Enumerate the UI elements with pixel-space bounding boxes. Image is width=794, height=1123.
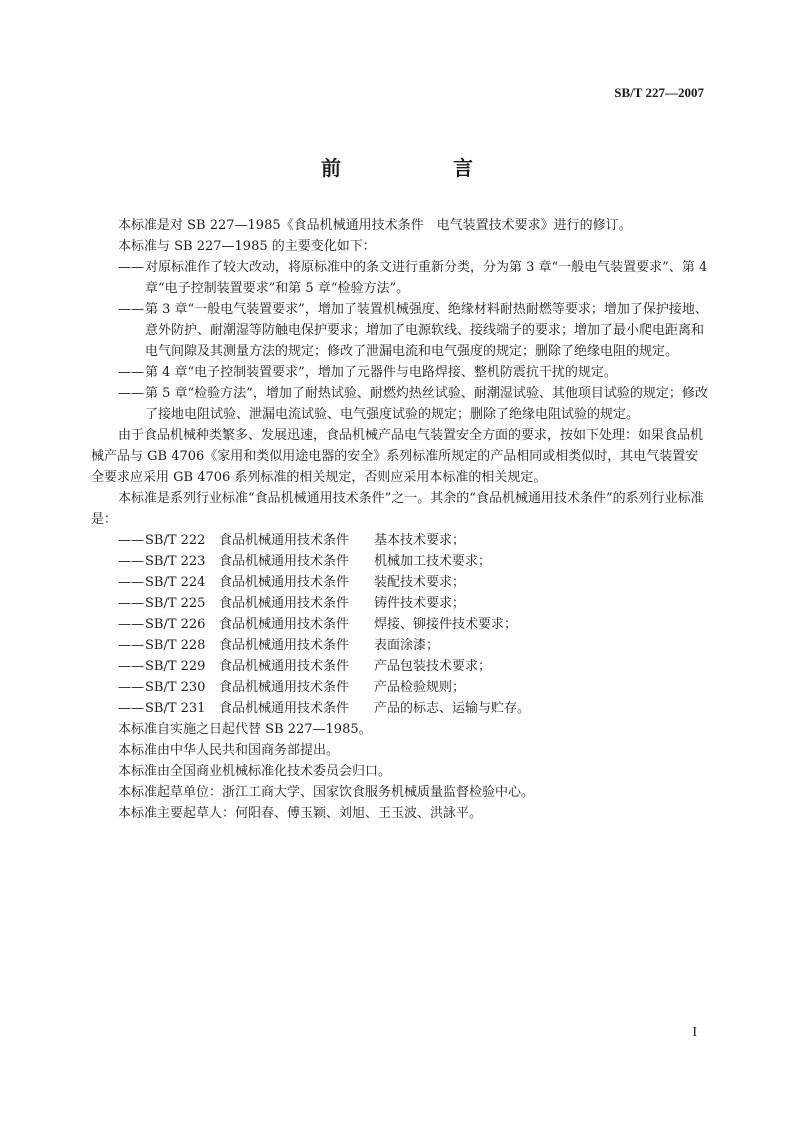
standard-part: 铸件技术要求； (374, 596, 466, 611)
standard-title: 食品机械通用技术条件 (219, 659, 350, 674)
standard-list-item (118, 635, 710, 656)
standard-list-item (118, 656, 710, 677)
standard-code: SB/T 226 (145, 617, 206, 632)
standard-title: 食品机械通用技术条件 (219, 680, 350, 695)
change-item (118, 383, 710, 425)
change-item (118, 299, 710, 362)
standard-part: 产品包装技术要求； (374, 659, 492, 674)
dash-symbol: —— (118, 386, 144, 401)
dash-symbol: —— (118, 659, 144, 674)
standard-code: SB/T 228 (145, 638, 206, 653)
standard-code: SB/T 223 (145, 554, 206, 569)
standard-code: SB/T 225 (145, 596, 206, 611)
change-text: 对原标准作了较大改动，将原标准中的条文进行重新分类，分为第 3 章“一般电气装置要求”、第 4 章“电子控制装置要求”和第 5 章“检验方法”。 (145, 260, 708, 296)
standard-code: SB/T 229 (145, 659, 206, 674)
standard-code-header: SB/T 227—2007 (614, 85, 704, 100)
dash-symbol: —— (118, 701, 144, 716)
standard-code: SB/T 231 (145, 701, 206, 716)
dash-symbol: —— (118, 680, 144, 695)
standard-code: SB/T 224 (145, 575, 206, 590)
dash-symbol: —— (118, 533, 144, 548)
paragraph-centralized-by: 本标准由全国商业机械标准化技术委员会归口。 (118, 764, 392, 779)
change-item (118, 257, 710, 299)
paragraph-changes-intro: 本标准与 SB 227—1985 的主要变化如下： (118, 239, 376, 254)
standard-list-item (118, 677, 710, 698)
standard-title: 食品机械通用技术条件 (219, 533, 350, 548)
standard-code: SB/T 222 (145, 533, 206, 548)
dash-symbol: —— (118, 260, 144, 275)
change-text: 第 4 章“电子控制装置要求”，增加了元器件与电路焊接、整机防震抗干扰的规定。 (145, 365, 617, 380)
standard-part: 装配技术要求； (374, 575, 466, 590)
change-text: 第 3 章“一般电气装置要求”，增加了装置机械强度、绝缘材料耐热耐燃等要求；增加了保护接地、意外防护、耐潮湿等防触电保护要求；增加了电源软线、接线端子的要求；增加了最小爬电距离和电气间隙及其测量方法的规定；修改了泄漏电流和电气强度的规定；删除了绝缘电阻的规定。 (145, 302, 708, 359)
standard-list-item (118, 593, 710, 614)
page-title: 前 言 (321, 156, 519, 180)
standard-title: 食品机械通用技术条件 (219, 638, 350, 653)
standard-part: 焊接、铆接件技术要求； (374, 617, 518, 632)
standard-list-item (118, 698, 710, 719)
dash-symbol: —— (118, 638, 144, 653)
standard-part: 产品检验规则； (374, 680, 466, 695)
paragraph-proposed-by: 本标准由中华人民共和国商务部提出。 (118, 743, 340, 758)
change-item (118, 362, 710, 383)
paragraph-gb4706-handling: 由于食品机械种类繁多、发展迅速，食品机械产品电气装置安全方面的要求，按如下处理：如果食品机械产品与 GB 4706《家用和类似用途电器的安全》系列标准所规定的产品相同或相类似时，其电气装置安全要求应采用 GB 4706 系列标准的相关规定，否则应采用本标准的相关规定。 (91, 428, 704, 485)
paragraph-series-intro: 本标准是系列行业标准“食品机械通用技术条件”之一。其余的“食品机械通用技术条件”的系列行业标准是： (91, 491, 704, 527)
paragraph-drafters: 本标准主要起草人：何阳春、傅玉颖、刘旭、王玉波、洪詠平。 (118, 806, 483, 821)
standard-part: 表面涂漆； (374, 638, 440, 653)
page-number: I (692, 1025, 697, 1040)
dash-symbol: —— (118, 617, 144, 632)
paragraph-replaces: 本标准自实施之日起代替 SB 227—1985。 (118, 722, 372, 737)
standard-title: 食品机械通用技术条件 (219, 554, 350, 569)
standard-part: 机械加工技术要求； (374, 554, 492, 569)
foreword-body (91, 215, 710, 824)
dash-symbol: —— (118, 365, 144, 380)
standard-part: 基本技术要求； (374, 533, 466, 548)
standard-list-item (118, 551, 710, 572)
standard-list-item (118, 572, 710, 593)
standard-title: 食品机械通用技术条件 (219, 701, 350, 716)
standard-part: 产品的标志、运输与贮存。 (374, 701, 531, 716)
standard-code: SB/T 230 (145, 680, 206, 695)
standard-list-item (118, 530, 710, 551)
paragraph-revision: 本标准是对 SB 227—1985《食品机械通用技术条件 电气装置技术要求》进行的修订。 (118, 218, 632, 233)
paragraph-drafting-units: 本标准起草单位：浙江工商大学、国家饮食服务机械质量监督检验中心。 (118, 785, 535, 800)
standard-list-item (118, 614, 710, 635)
dash-symbol: —— (118, 554, 144, 569)
standard-title: 食品机械通用技术条件 (219, 617, 350, 632)
change-text: 第 5 章“检验方法”，增加了耐热试验、耐燃灼热丝试验、耐潮湿试验、其他项目试验的规定；修改了接地电阻试验、泄漏电流试验、电气强度试验的规定；删除了绝缘电阻试验的规定。 (145, 386, 708, 422)
dash-symbol: —— (118, 596, 144, 611)
standard-title: 食品机械通用技术条件 (219, 575, 350, 590)
dash-symbol: —— (118, 575, 144, 590)
dash-symbol: —— (118, 302, 144, 317)
standard-title: 食品机械通用技术条件 (219, 596, 350, 611)
